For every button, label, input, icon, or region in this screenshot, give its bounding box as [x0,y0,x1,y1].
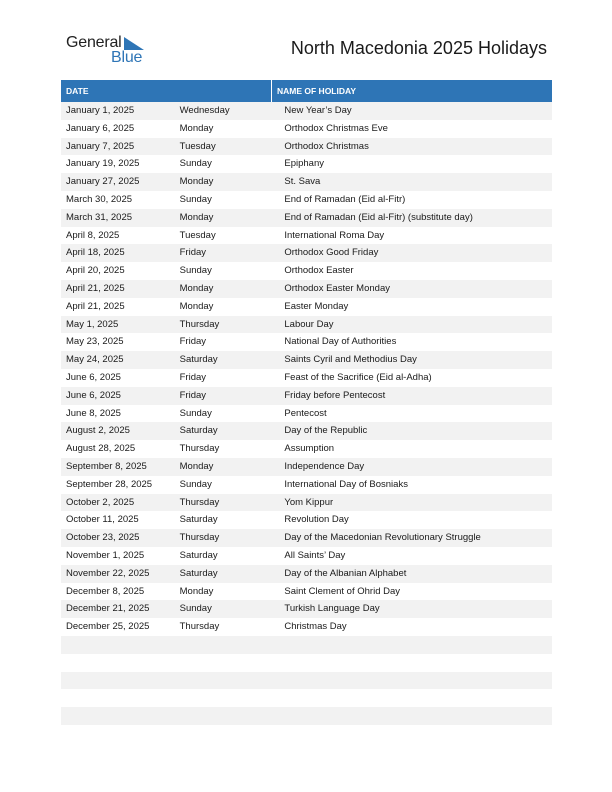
holiday-weekday: Monday [179,585,214,597]
holiday-weekday [175,689,279,707]
holiday-weekday: Friday [179,371,207,383]
holiday-name: Day of the Albanian Alphabet [284,567,407,579]
holiday-date: May 24, 2025 [66,354,124,366]
holiday-weekday [175,707,279,725]
holiday-weekday: Friday [179,247,207,259]
table-row [61,102,552,120]
holiday-weekday: Saturday [179,549,218,561]
holiday-weekday: Saturday [179,567,218,579]
holiday-date: October 2, 2025 [66,496,135,508]
holiday-weekday: Friday [179,389,207,401]
table-row [61,405,552,423]
holiday-weekday: Monday [179,122,214,134]
holiday-weekday: Sunday [179,158,212,170]
holiday-date: March 31, 2025 [66,211,133,223]
table-row [61,600,552,618]
holiday-name: Independence Day [284,460,365,472]
table-row [61,511,552,529]
holiday-name: Feast of the Sacrifice (Eid al-Adha) [284,371,432,383]
holiday-date: June 6, 2025 [66,371,121,383]
holiday-date: May 1, 2025 [66,318,119,330]
holiday-date: December 8, 2025 [66,585,145,597]
holiday-name [278,636,552,654]
holiday-weekday [175,725,279,743]
column-header-name: NAME OF HOLIDAY [271,80,552,102]
holiday-name: Labour Day [284,318,334,330]
holiday-date: September 8, 2025 [66,460,147,472]
table-row [61,725,552,743]
page-title: North Macedonia 2025 Holidays [290,38,547,58]
holiday-name: Day of the Macedonian Revolutionary Struggle [284,532,481,544]
holiday-weekday: Monday [179,460,214,472]
table-row [61,618,552,636]
holiday-weekday: Friday [179,336,207,348]
table-row [61,458,552,476]
holiday-name: International Day of Bosniaks [284,478,408,490]
holiday-weekday: Monday [179,282,214,294]
column-header-date: DATE [61,80,271,102]
holiday-weekday [175,672,279,690]
holiday-date: August 28, 2025 [66,443,136,455]
holiday-name [278,672,552,690]
holiday-weekday: Wednesday [179,105,230,116]
holiday-date: April 21, 2025 [66,300,125,312]
holiday-weekday: Tuesday [179,140,216,152]
table-row [61,654,552,672]
holiday-date: November 22, 2025 [66,567,150,579]
holiday-date: March 30, 2025 [66,193,133,205]
table-row [61,138,552,156]
holiday-date: October 11, 2025 [66,514,139,526]
table-row [61,333,552,351]
holiday-date: April 21, 2025 [66,282,125,294]
holiday-name: Friday before Pentecost [284,389,386,401]
holiday-name: Orthodox Easter Monday [284,282,390,294]
holiday-date [61,654,175,672]
holiday-date: January 6, 2025 [66,122,135,134]
table-row [61,155,552,173]
holiday-weekday: Saturday [179,425,218,437]
holiday-weekday: Monday [179,300,214,312]
table-row [61,529,552,547]
holiday-name: Assumption [284,443,335,455]
table-row [61,209,552,227]
table-row [61,298,552,316]
table-row [61,262,552,280]
holiday-date: January 7, 2025 [66,140,135,152]
holiday-weekday: Sunday [179,407,212,419]
logo-word-general: General [66,34,122,51]
table-row [61,244,552,262]
holiday-date: December 25, 2025 [66,621,150,633]
holiday-name: Saint Clement of Ohrid Day [284,585,401,597]
table-row [61,565,552,583]
holiday-weekday: Sunday [179,265,212,277]
holiday-weekday: Saturday [179,354,218,366]
holiday-weekday: Sunday [179,478,212,490]
holiday-name: Orthodox Easter [284,265,354,277]
holiday-name: All Saints’ Day [284,549,346,561]
logo-word-blue: Blue [111,49,143,66]
holiday-date [61,725,175,743]
holiday-weekday: Monday [179,176,214,188]
table-row [61,494,552,512]
holiday-weekday: Sunday [179,603,212,615]
holiday-date: April 8, 2025 [66,229,120,241]
table-row [61,369,552,387]
holiday-weekday [175,654,279,672]
holiday-date [61,636,175,654]
table-row [61,547,552,565]
holiday-date: September 28, 2025 [66,478,153,490]
holiday-date [61,672,175,690]
holiday-name: Revolution Day [284,514,349,526]
table-row [61,191,552,209]
holiday-weekday: Monday [179,211,214,223]
holiday-weekday: Saturday [179,514,218,526]
table-row [61,707,552,725]
table-row [61,316,552,334]
holiday-weekday: Tuesday [179,229,216,241]
holiday-name: End of Ramadan (Eid al-Fitr) (substitute day) [284,211,473,223]
holiday-date [61,707,175,725]
holiday-name: Turkish Language Day [284,603,380,615]
table-body [61,102,552,743]
table-row [61,476,552,494]
holiday-table [61,80,552,743]
holiday-name [278,707,552,725]
table-row [61,227,552,245]
holiday-date: June 8, 2025 [66,407,121,419]
holiday-name [278,689,552,707]
holiday-name: National Day of Authorities [284,336,397,348]
table-row [61,120,552,138]
holiday-name: International Roma Day [284,229,385,241]
table-row [61,583,552,601]
table-row [61,440,552,458]
holiday-name [278,654,552,672]
holiday-date: November 1, 2025 [66,549,145,561]
holiday-name: Yom Kippur [284,496,334,508]
table-row [61,280,552,298]
holiday-date: April 20, 2025 [66,265,125,277]
holiday-date: January 1, 2025 [66,105,135,116]
holiday-name: End of Ramadan (Eid al-Fitr) [284,193,406,205]
holiday-weekday [175,636,279,654]
table-row [61,173,552,191]
holiday-name: Easter Monday [284,300,349,312]
holiday-date: October 23, 2025 [66,532,140,544]
holiday-date: June 6, 2025 [66,389,121,401]
holiday-weekday: Thursday [179,532,220,544]
holiday-name: Orthodox Christmas Eve [284,122,388,134]
holiday-date [61,689,175,707]
holiday-weekday: Thursday [179,318,220,330]
holiday-name: Epiphany [284,158,324,170]
holiday-name: New Year’s Day [284,105,352,116]
holiday-name: St. Sava [284,176,321,188]
table-header [61,80,552,102]
holiday-weekday: Thursday [179,443,220,455]
generalblue-logo [66,34,156,68]
holiday-date: January 27, 2025 [66,176,140,188]
table-row [61,689,552,707]
table-row [61,351,552,369]
holiday-date: January 19, 2025 [66,158,140,170]
table-row [61,422,552,440]
holiday-date: April 18, 2025 [66,247,125,259]
holiday-name: Pentecost [284,407,327,419]
holiday-date: May 23, 2025 [66,336,124,348]
holiday-date: August 2, 2025 [66,425,130,437]
table-row [61,672,552,690]
holiday-name [278,725,552,743]
table-row [61,636,552,654]
holiday-name: Orthodox Christmas [284,140,369,152]
holiday-name: Orthodox Good Friday [284,247,379,259]
holiday-weekday: Thursday [179,621,220,633]
holiday-name: Saints Cyril and Methodius Day [284,354,417,366]
holiday-name: Day of the Republic [284,425,368,437]
holiday-weekday: Thursday [179,496,220,508]
holiday-date: December 21, 2025 [66,603,150,615]
holiday-name: Christmas Day [284,621,347,633]
holiday-weekday: Sunday [179,193,212,205]
table-row [61,387,552,405]
